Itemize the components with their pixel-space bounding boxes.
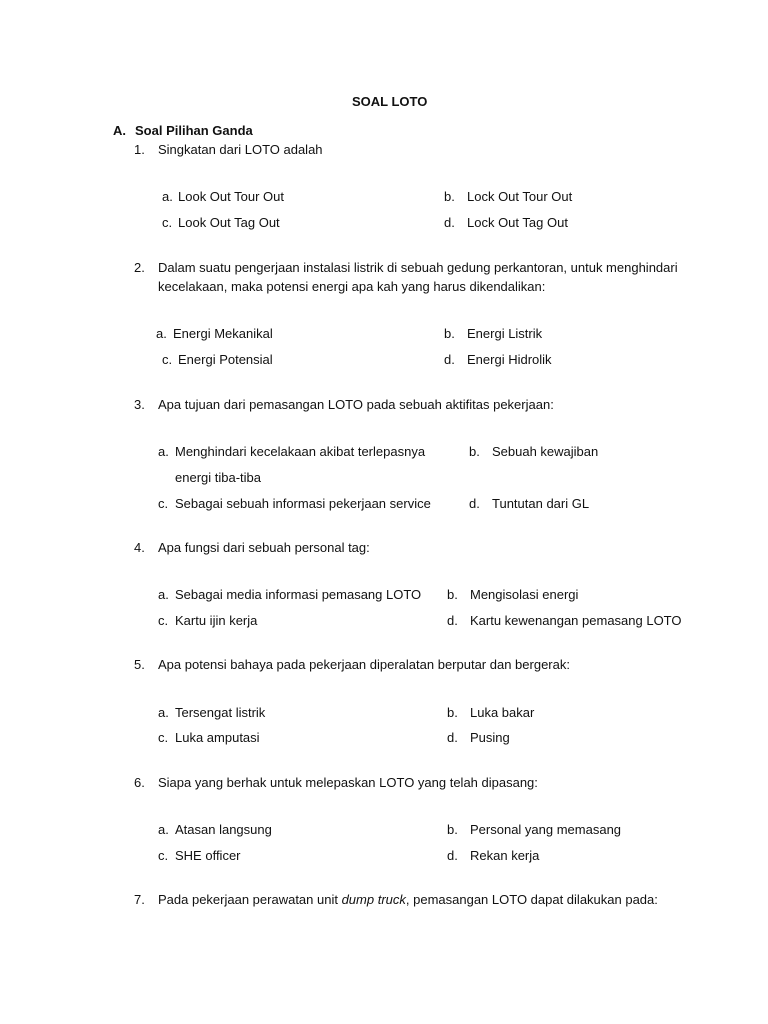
option-letter: c. (158, 496, 169, 511)
question-number: 3. (134, 397, 145, 412)
option-text-continued: energi tiba-tiba (175, 470, 261, 485)
question-text: Apa tujuan dari pemasangan LOTO pada sebuah aktifitas pekerjaan: (158, 397, 554, 412)
option-text: Sebagai media informasi pemasang LOTO (175, 587, 422, 602)
option-letter: a. (158, 444, 169, 459)
option-text: Sebagai sebuah informasi pekerjaan service (175, 496, 431, 511)
option-letter: d. (447, 848, 458, 863)
option-text: SHE officer (175, 848, 241, 863)
question-text-emphasis: dump truck (341, 892, 406, 907)
question-text-line-2: kecelakaan, maka potensi energi apa kah yang harus dikendalikan: (158, 279, 546, 294)
question-number: 4. (134, 540, 145, 555)
question-number: 7. (134, 892, 145, 907)
option-letter: c. (158, 848, 169, 863)
option-letter: a. (156, 326, 167, 341)
page-title: SOAL LOTO (352, 94, 428, 109)
option-letter: c. (158, 730, 169, 745)
option-letter: d. (447, 730, 458, 745)
option-letter: a. (158, 587, 169, 602)
option-text: Energi Listrik (467, 326, 543, 341)
option-letter: a. (158, 705, 169, 720)
option-text: Look Out Tag Out (178, 215, 280, 230)
option-letter: a. (162, 189, 173, 204)
option-text: Energi Hidrolik (467, 352, 552, 367)
question-number: 5. (134, 657, 145, 672)
question-text-end: , pemasangan LOTO dapat dilakukan pada: (405, 892, 658, 907)
question-number: 6. (134, 775, 145, 790)
option-letter: b. (444, 326, 455, 341)
section-marker: A. (113, 123, 126, 138)
option-text: Tersengat listrik (175, 705, 266, 720)
question-text (158, 892, 658, 908)
option-text: Pusing (470, 730, 510, 745)
option-text: Lock Out Tag Out (467, 215, 568, 230)
option-letter: b. (444, 189, 455, 204)
option-text: Kartu ijin kerja (175, 613, 258, 628)
option-letter: b. (447, 705, 458, 720)
option-text: Luka amputasi (175, 730, 260, 745)
option-text: Energi Mekanikal (173, 326, 273, 341)
option-letter: b. (447, 822, 458, 837)
question-text-start: Pada pekerjaan perawatan unit (158, 892, 342, 907)
option-letter: d. (444, 215, 455, 230)
option-text: Rekan kerja (470, 848, 540, 863)
option-text: Sebuah kewajiban (492, 444, 599, 459)
option-text: Atasan langsung (175, 822, 272, 837)
question-text-line-1: Dalam suatu pengerjaan instalasi listrik di sebuah gedung perkantoran, untuk menghindari (158, 260, 678, 275)
option-text: Energi Potensial (178, 352, 273, 367)
option-text: Kartu kewenangan pemasang LOTO (470, 613, 682, 628)
section-heading: Soal Pilihan Ganda (135, 123, 253, 138)
option-letter: b. (469, 444, 480, 459)
option-letter: c. (158, 613, 169, 628)
question-number: 2. (134, 260, 145, 275)
option-text: Tuntutan dari GL (492, 496, 590, 511)
option-text: Personal yang memasang (470, 822, 622, 837)
question-text: Apa potensi bahaya pada pekerjaan diperalatan berputar dan bergerak: (158, 657, 570, 672)
option-letter: c. (162, 215, 173, 230)
option-text: Look Out Tour Out (178, 189, 284, 204)
option-letter: a. (158, 822, 169, 837)
question-text: Singkatan dari LOTO adalah (158, 142, 323, 157)
option-letter: d. (447, 613, 458, 628)
question-text: Siapa yang berhak untuk melepaskan LOTO yang telah dipasang: (158, 775, 538, 790)
question-text: Apa fungsi dari sebuah personal tag: (158, 540, 370, 555)
question-number: 1. (134, 142, 145, 157)
option-letter: b. (447, 587, 458, 602)
option-text: Lock Out Tour Out (467, 189, 573, 204)
option-text: Menghindari kecelakaan akibat terlepasnya (175, 444, 426, 459)
option-letter: d. (469, 496, 480, 511)
option-text: Mengisolasi energi (470, 587, 579, 602)
option-letter: d. (444, 352, 455, 367)
option-text: Luka bakar (470, 705, 535, 720)
option-letter: c. (162, 352, 173, 367)
